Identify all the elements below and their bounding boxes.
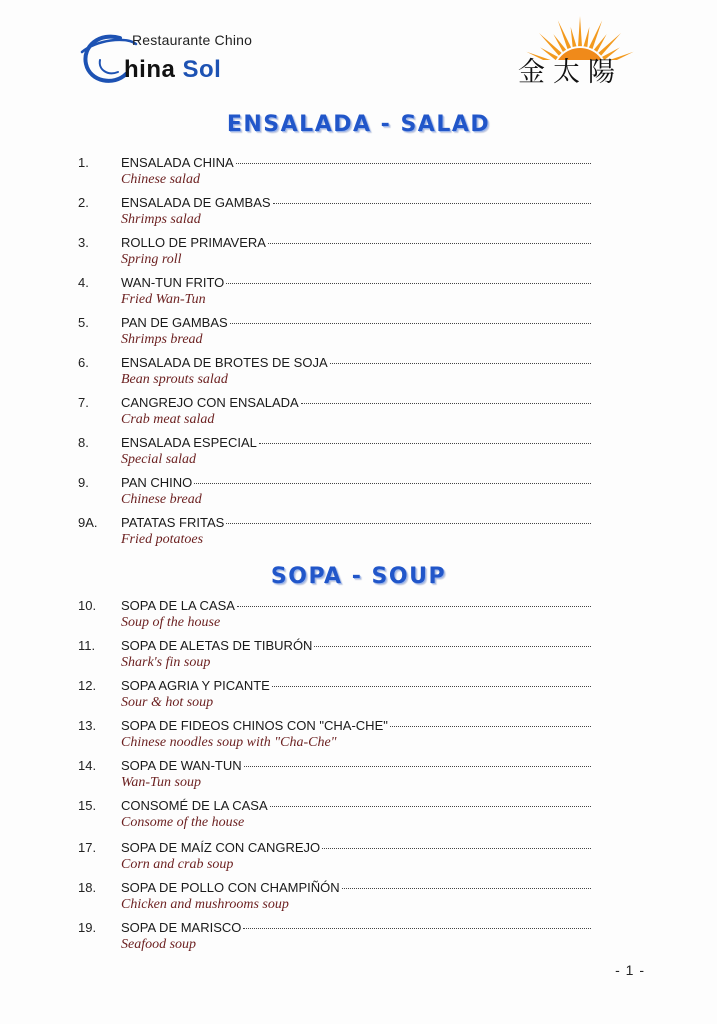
item-english-name: Special salad — [121, 452, 197, 467]
menu-item — [78, 235, 598, 273]
item-name: SOPA DE MARISCO — [121, 920, 242, 935]
item-english-name: Chinese bread — [121, 492, 202, 507]
item-name: ENSALADA CHINA — [121, 155, 234, 170]
item-english-name: Crab meat salad — [121, 412, 215, 427]
item-name-line — [121, 195, 591, 210]
item-number: 13. — [78, 718, 97, 733]
menu-item — [78, 435, 598, 473]
item-name: ENSALADA ESPECIAL — [121, 435, 257, 450]
item-number: 12. — [78, 678, 97, 693]
menu-item — [78, 275, 598, 313]
logo-subtitle: Restaurante Chino — [132, 32, 253, 48]
item-name-line — [121, 840, 591, 855]
item-english-name: Fried Wan-Tun — [121, 292, 206, 307]
item-number: 19. — [78, 920, 97, 935]
dotted-leader — [244, 765, 591, 767]
menu-item — [78, 718, 598, 756]
item-number: 18. — [78, 880, 97, 895]
dotted-leader — [236, 162, 591, 164]
menu-item — [78, 758, 598, 796]
item-name-line — [121, 758, 591, 773]
item-name: CANGREJO CON ENSALADA — [121, 395, 299, 410]
item-number: 8. — [78, 435, 89, 450]
dotted-leader — [226, 282, 591, 284]
menu-item — [78, 678, 598, 716]
item-english-name: Soup of the house — [121, 615, 221, 630]
menu-item — [78, 315, 598, 353]
item-number: 3. — [78, 235, 89, 250]
item-name-line — [121, 638, 591, 653]
item-name: SOPA DE POLLO CON CHAMPIÑÓN — [121, 880, 340, 895]
logo-name-part-b: Sol — [182, 56, 222, 83]
item-name-line — [121, 275, 591, 290]
item-name: ENSALADA DE GAMBAS — [121, 195, 271, 210]
dotted-leader — [390, 725, 591, 727]
dotted-leader — [330, 362, 591, 364]
logo-name — [124, 56, 221, 84]
item-name-line — [121, 155, 591, 170]
logo-name-part-a: hina — [124, 56, 183, 83]
item-name: CONSOMÉ DE LA CASA — [121, 798, 268, 813]
chinese-characters: 金太陽 — [518, 57, 623, 88]
item-name: PATATAS FRITAS — [121, 515, 225, 530]
item-number: 11. — [78, 638, 96, 653]
section-title: ENSALADA - SALAD — [226, 112, 491, 137]
dotted-leader — [273, 202, 591, 204]
item-name-line — [121, 880, 591, 895]
item-number: 7. — [78, 395, 89, 410]
item-english-name: Shrimps bread — [121, 332, 203, 347]
item-name-line — [121, 235, 591, 250]
dotted-leader — [314, 645, 591, 647]
menu-item — [78, 515, 598, 553]
dotted-leader — [268, 242, 591, 244]
item-name: SOPA DE FIDEOS CHINOS CON "CHA-CHE" — [121, 718, 388, 733]
item-name-line — [121, 475, 591, 490]
menu-item — [78, 395, 598, 433]
item-name-line — [121, 355, 591, 370]
item-name-line — [121, 598, 591, 613]
item-english-name: Seafood soup — [121, 937, 197, 952]
menu-item — [78, 475, 598, 513]
dotted-leader — [272, 685, 591, 687]
dotted-leader — [301, 402, 591, 404]
item-english-name: Sour & hot soup — [121, 695, 214, 710]
menu-item — [78, 155, 598, 193]
item-name: ROLLO DE PRIMAVERA — [121, 235, 266, 250]
menu-item — [78, 598, 598, 636]
menu-item — [78, 195, 598, 233]
dotted-leader — [270, 805, 591, 807]
dotted-leader — [194, 482, 591, 484]
item-english-name: Shrimps salad — [121, 212, 201, 227]
item-name-line — [121, 798, 591, 813]
item-name-line — [121, 435, 591, 450]
menu-item — [78, 355, 598, 393]
dotted-leader — [230, 322, 591, 324]
item-name: SOPA DE LA CASA — [121, 598, 235, 613]
item-name: SOPA DE MAÍZ CON CANGREJO — [121, 840, 321, 855]
item-english-name: Spring roll — [121, 252, 182, 267]
item-number: 9. — [78, 475, 89, 490]
item-number: 15. — [78, 798, 97, 813]
item-name: PAN DE GAMBAS — [121, 315, 228, 330]
sun-ray — [578, 16, 582, 46]
item-name-line — [121, 920, 591, 935]
item-english-name: Consome of the house — [121, 815, 245, 830]
item-number: 9A. — [78, 515, 98, 530]
item-name-line — [121, 718, 591, 733]
item-name-line — [121, 678, 591, 693]
item-english-name: Wan-Tun soup — [121, 775, 202, 790]
item-english-name: Corn and crab soup — [121, 857, 234, 872]
restaurant-logo — [80, 30, 270, 90]
item-english-name: Chinese noodles soup with "Cha-Che" — [121, 735, 337, 750]
item-number: 6. — [78, 355, 89, 370]
item-english-name: Shark's fin soup — [121, 655, 211, 670]
item-name: ENSALADA DE BROTES DE SOJA — [121, 355, 328, 370]
item-english-name: Chinese salad — [121, 172, 200, 187]
item-name: WAN-TUN FRITO — [121, 275, 225, 290]
item-name-line — [121, 395, 591, 410]
item-number: 17. — [78, 840, 97, 855]
item-name-line — [121, 315, 591, 330]
sun-ray — [584, 27, 590, 47]
menu-item — [78, 638, 598, 676]
dotted-leader — [322, 847, 591, 849]
menu-item — [78, 798, 598, 836]
dotted-leader — [342, 887, 591, 889]
item-english-name: Chicken and mushrooms soup — [121, 897, 289, 912]
item-english-name: Bean sprouts salad — [121, 372, 228, 387]
dotted-leader — [226, 522, 591, 524]
item-number: 1. — [78, 155, 89, 170]
item-name: PAN CHINO — [121, 475, 193, 490]
dotted-leader — [259, 442, 591, 444]
menu-item — [78, 880, 598, 918]
sun-ray — [571, 27, 577, 47]
dotted-leader — [237, 605, 591, 607]
item-number: 10. — [78, 598, 97, 613]
item-name: SOPA DE ALETAS DE TIBURÓN — [121, 638, 313, 653]
menu-item — [78, 840, 598, 878]
item-name-line — [121, 515, 591, 530]
item-english-name: Fried potatoes — [121, 532, 204, 547]
page-number: - 1 - — [615, 962, 645, 978]
menu-item — [78, 920, 598, 958]
item-name: SOPA AGRIA Y PICANTE — [121, 678, 270, 693]
item-number: 2. — [78, 195, 89, 210]
item-number: 5. — [78, 315, 89, 330]
item-number: 4. — [78, 275, 89, 290]
section-title: SOPA - SOUP — [270, 564, 447, 589]
dotted-leader — [243, 927, 591, 929]
item-number: 14. — [78, 758, 97, 773]
item-name: SOPA DE WAN-TUN — [121, 758, 242, 773]
